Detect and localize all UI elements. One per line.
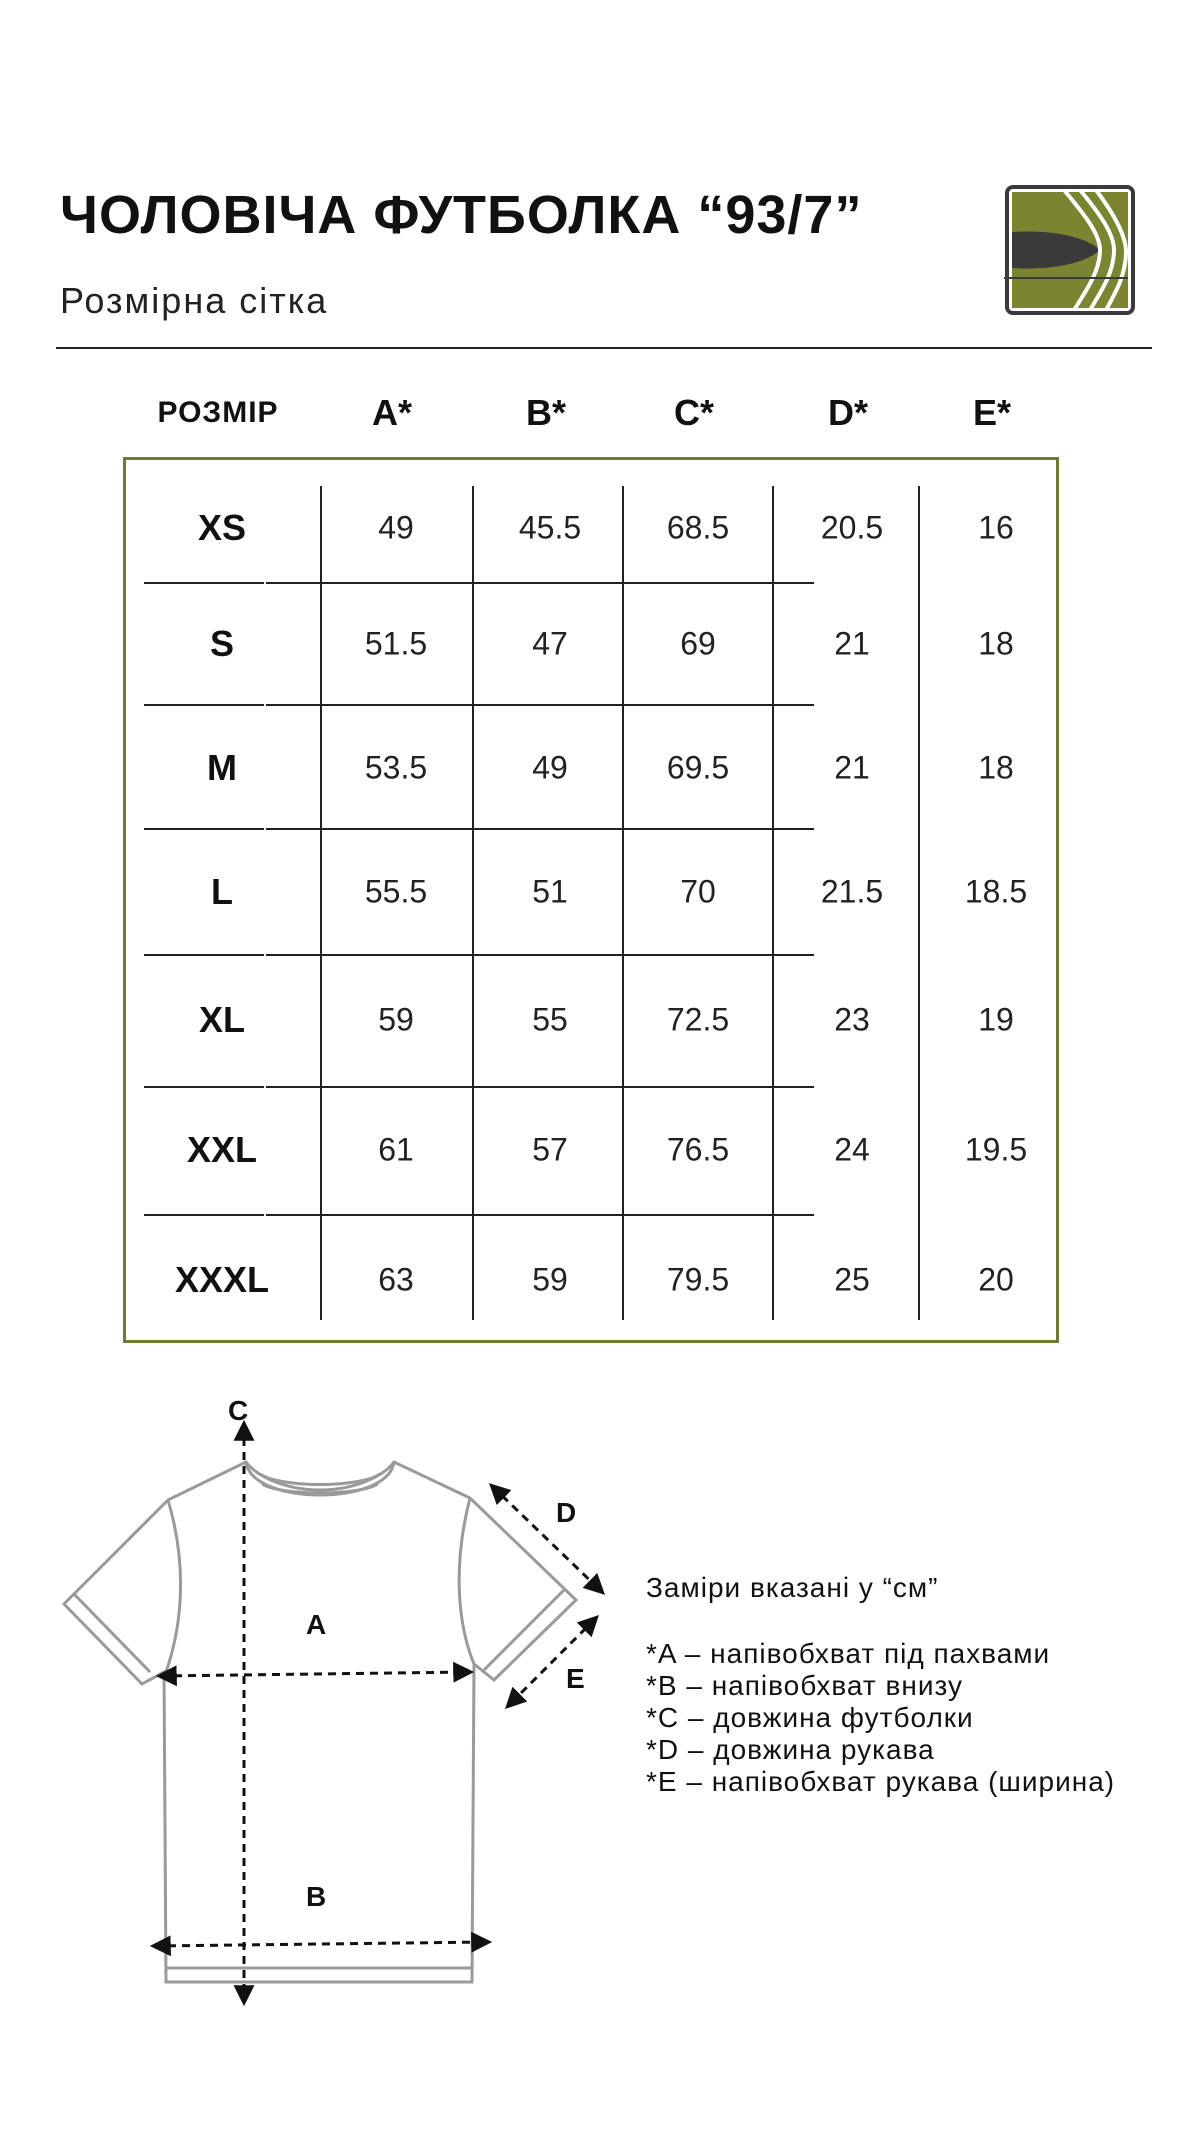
column-header-a: A*: [371, 392, 413, 433]
measurement-arrows: [154, 1424, 602, 2002]
cell-xs-d: 20.5: [820, 509, 884, 546]
cell-xxl-a: 61: [378, 1131, 414, 1168]
cell-s-b: 47: [532, 625, 568, 662]
row-underline: [702, 954, 814, 956]
column-divider: [320, 486, 322, 1320]
row-underline: [266, 1214, 378, 1216]
row-underline: [482, 828, 594, 830]
cell-l-c: 70: [680, 873, 716, 910]
row-underline: [374, 1086, 486, 1088]
row-underline: [266, 1086, 378, 1088]
page-subtitle: Розмірна сітка: [60, 280, 329, 321]
cell-l-a: 55.5: [364, 873, 428, 910]
measure-d-arrow: [492, 1486, 602, 1592]
cell-xxxl-c: 79.5: [666, 1261, 730, 1298]
cell-xxxl-e: 20: [978, 1261, 1014, 1298]
row-underline: [592, 828, 704, 830]
column-header-e: E*: [972, 392, 1012, 433]
cell-xs-e: 16: [978, 509, 1014, 546]
row-underline: [144, 1214, 264, 1216]
cell-l-d: 21.5: [820, 873, 884, 910]
row-underline: [482, 704, 594, 706]
row-underline: [702, 582, 814, 584]
column-divider: [772, 486, 774, 1320]
cell-xxxl-b: 59: [532, 1261, 568, 1298]
cell-m-b: 49: [532, 749, 568, 786]
row-underline: [144, 1086, 264, 1088]
column-header-d: D*: [827, 392, 869, 433]
cell-xl-c: 72.5: [666, 1001, 730, 1038]
cell-l-b: 51: [532, 873, 568, 910]
row-underline: [482, 954, 594, 956]
measurement-legend: [646, 1572, 1115, 1798]
cell-s-e: 18: [978, 625, 1014, 662]
row-underline: [374, 1214, 486, 1216]
cell-s-c: 69: [680, 625, 716, 662]
label-d: D: [556, 1497, 577, 1528]
row-underline: [592, 704, 704, 706]
cell-xxl-b: 57: [532, 1131, 568, 1168]
tshirt-measurement-diagram: [0, 1380, 620, 2020]
measure-b-arrow: [154, 1942, 488, 1946]
row-underline: [374, 828, 486, 830]
cell-s-a: 51.5: [364, 625, 428, 662]
row-underline: [374, 704, 486, 706]
cell-m-e: 18: [978, 749, 1014, 786]
page-title: ЧОЛОВІЧА ФУТБОЛКА “93/7”: [60, 185, 863, 245]
cell-xs-a: 49: [378, 509, 414, 546]
label-b: B: [306, 1881, 327, 1912]
cell-xxl-d: 24: [834, 1131, 870, 1168]
label-a: A: [306, 1609, 327, 1640]
table-header-row: [0, 392, 1200, 442]
cell-xl-e: 19: [978, 1001, 1014, 1038]
legend-item-e: *E – напівобхват рукава (ширина): [646, 1766, 1116, 1797]
size-label-m: M: [207, 747, 237, 788]
column-header-b: B*: [525, 392, 567, 433]
row-underline: [144, 582, 264, 584]
cell-s-d: 21: [834, 625, 870, 662]
row-underline: [702, 828, 814, 830]
cell-xs-c: 68.5: [666, 509, 730, 546]
size-column-header: РОЗМІР: [157, 396, 279, 429]
row-underline: [702, 1214, 814, 1216]
cell-xxl-e: 19.5: [964, 1131, 1028, 1168]
cell-l-e: 18.5: [964, 873, 1028, 910]
legend-item-b: *B – напівобхват внизу: [646, 1670, 963, 1701]
size-table: [123, 457, 1059, 1343]
label-c: C: [228, 1395, 249, 1426]
cell-xxxl-d: 25: [834, 1261, 870, 1298]
size-label-xxxl: XXXL: [174, 1259, 270, 1300]
size-label-l: L: [211, 871, 233, 912]
row-underline: [266, 704, 378, 706]
cell-m-a: 53.5: [364, 749, 428, 786]
row-underline: [266, 582, 378, 584]
row-underline: [266, 954, 378, 956]
label-e: E: [566, 1663, 585, 1694]
row-underline: [592, 954, 704, 956]
size-label-s: S: [209, 623, 235, 664]
row-underline: [144, 828, 264, 830]
legend-units-note: Заміри вказані у “см”: [646, 1572, 939, 1603]
cell-m-c: 69.5: [666, 749, 730, 786]
cell-xl-d: 23: [834, 1001, 870, 1038]
row-underline: [144, 954, 264, 956]
column-divider: [472, 486, 474, 1320]
row-underline: [374, 954, 486, 956]
legend-item-c: *C – довжина футболки: [646, 1702, 974, 1733]
brand-wave-logo: [1004, 184, 1136, 316]
cell-m-d: 21: [834, 749, 870, 786]
column-header-c: C*: [673, 392, 715, 433]
row-underline: [592, 1086, 704, 1088]
legend-item-d: *D – довжина рукава: [646, 1734, 935, 1765]
column-divider: [918, 486, 920, 1320]
row-underline: [482, 1214, 594, 1216]
size-label-xxl: XXL: [186, 1129, 258, 1170]
row-underline: [702, 704, 814, 706]
column-divider: [622, 486, 624, 1320]
row-underline: [482, 1086, 594, 1088]
size-label-xs: XS: [197, 507, 247, 548]
header-divider: [56, 347, 1152, 349]
row-underline: [482, 582, 594, 584]
legend-item-a: *A – напівобхват під пахвами: [646, 1638, 1051, 1669]
row-underline: [702, 1086, 814, 1088]
measure-a-arrow: [160, 1672, 470, 1676]
cell-xl-b: 55: [532, 1001, 568, 1038]
row-underline: [592, 1214, 704, 1216]
row-underline: [592, 582, 704, 584]
row-underline: [144, 704, 264, 706]
cell-xxxl-a: 63: [378, 1261, 414, 1298]
cell-xl-a: 59: [378, 1001, 414, 1038]
cell-xs-b: 45.5: [518, 509, 582, 546]
row-underline: [374, 582, 486, 584]
size-label-xl: XL: [198, 999, 246, 1040]
row-underline: [266, 828, 378, 830]
cell-xxl-c: 76.5: [666, 1131, 730, 1168]
